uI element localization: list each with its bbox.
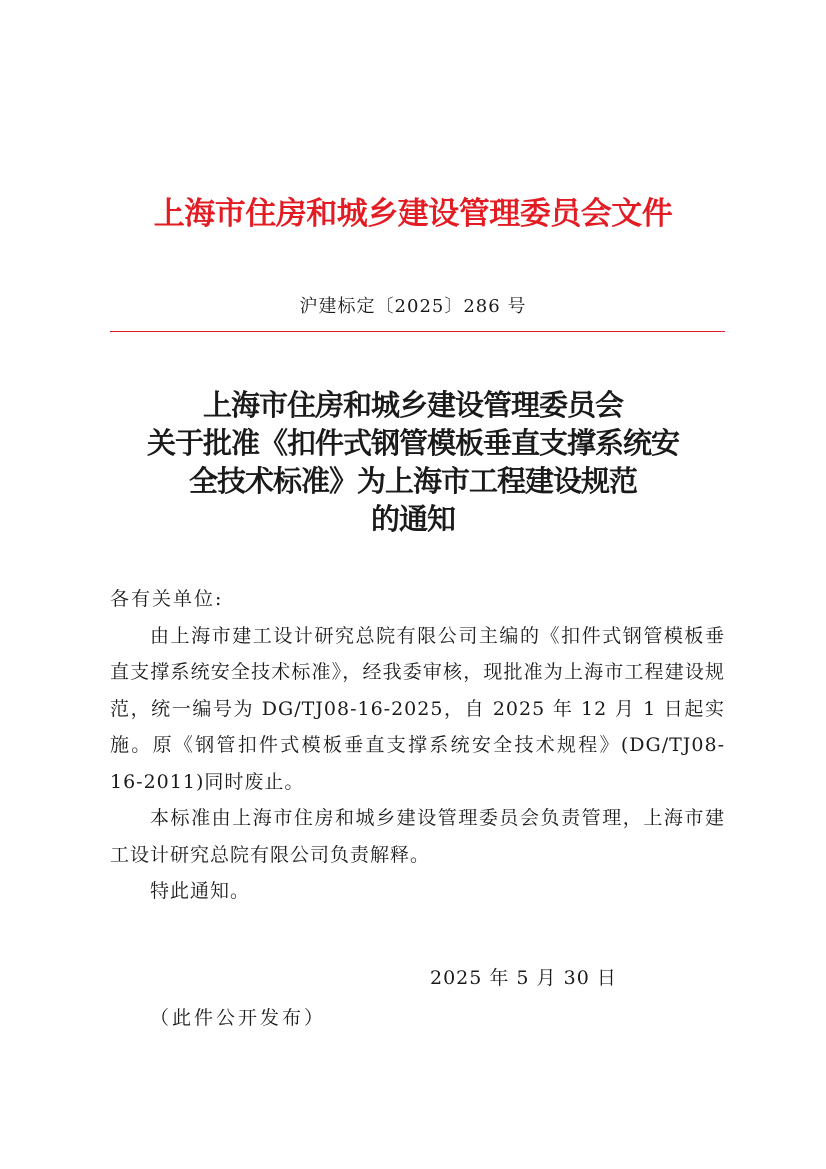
document-number: 沪建标定〔2025〕286 号	[299, 296, 527, 317]
body-paragraph: 由上海市建工设计研究总院有限公司主编的《扣件式钢管模板垂直支撑系统安全技术标准》，经我委审核，现批准为上海市工程建设规范，统一编号为 DG/TJ08-16-2025，自 2025 年 12 月 1 日起实施。原《钢管扣件式模板垂直支撑系统安全技术规程》(DG/TJ08-16-2011)同时废止。	[110, 624, 725, 793]
body-paragraph: 本标准由上海市住房和城乡建设管理委员会负责管理，上海市建工设计研究总院有限公司负责解释。	[110, 807, 725, 866]
document-body	[110, 581, 725, 910]
title-line: 的通知	[370, 502, 455, 536]
salutation: 各有关单位:	[110, 588, 224, 610]
red-divider-line	[110, 331, 725, 332]
issue-date: 2025 年 5 月 30 日	[430, 967, 617, 989]
issuer-masthead: 上海市住房和城乡建设管理委员会文件	[153, 196, 673, 232]
title-line: 全技术标准》为上海市工程建设规范	[188, 464, 637, 498]
publication-note: （此件公开发布）	[150, 1007, 327, 1029]
title-line: 关于批准《扣件式钢管模板垂直支撑系统安	[146, 426, 679, 460]
document-title	[90, 386, 736, 538]
closing-line: 特此通知。	[150, 880, 251, 902]
title-line: 上海市住房和城乡建设管理委员会	[202, 388, 623, 422]
